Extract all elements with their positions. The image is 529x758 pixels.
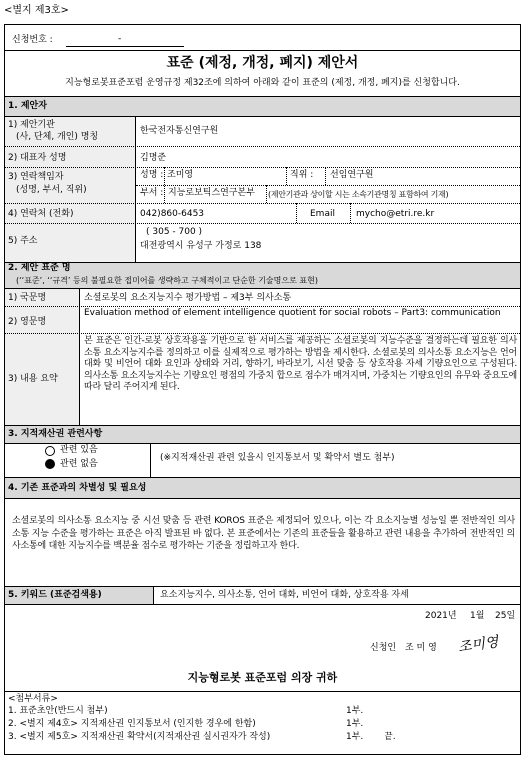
attachment-3-label: 3. <별지 제5호> 지적재산권 확약서(지적재산권 실시권자가 작성) (8, 732, 271, 742)
date-day: 25일 (495, 611, 516, 621)
position-label: 직위 : (290, 170, 314, 180)
end-mark: 끝. (384, 732, 396, 742)
section-2-title: 2. 제안 표준 명 (8, 263, 71, 273)
rep-label: 2) 대표자 성명 (8, 153, 67, 163)
section-3-title: 3. 지적재산권 관련사항 (8, 429, 103, 439)
dept-note: (제안기관과 상이할 시는 소속기관명칭 표함하여 기재) (268, 190, 449, 199)
section-4-title: 4. 기존 표준과의 차별성 및 필요성 (8, 483, 147, 493)
phone-label: 4) 연락처 (전화) (8, 209, 74, 219)
email-label: Email (310, 209, 335, 219)
addr-label: 5) 주소 (8, 236, 38, 246)
applicant-no-value: - (118, 34, 122, 44)
position-value: 선임연구원 (330, 170, 374, 180)
kor-name-value: 소셜로봇의 요소지능지수 평가방법 – 제3부 의사소통 (84, 293, 292, 303)
section-1-header (5, 96, 520, 116)
dept-value: 지능로보틱스연구본부 (168, 188, 255, 198)
phone-value: 042)860-6453 (140, 209, 205, 219)
form-tag: <별지 제3호> (4, 5, 69, 16)
attachment-2-count: 1부. (346, 719, 364, 729)
attachments-header: <첨부서류> (8, 694, 58, 704)
signer-name: 조 미 영 (405, 643, 437, 653)
addr-zip: ( 305 - 700 ) (146, 227, 203, 237)
ip-note: (※지적재산권 관련 있을시 인지통보서 및 확약서 별도 첨부) (160, 453, 395, 463)
email-value: mycho@etri.re.kr (356, 209, 435, 219)
dept-label: 부서 : (140, 188, 164, 198)
intro-text: 지능형로봇표준포럼 운영규정 제32조에 의하여 아래와 같이 표준의 (제정, 개정, 폐지)를 신청합니다. (65, 78, 460, 88)
applicant-no-underline (66, 46, 184, 47)
signature-mark: 조미영 (457, 634, 500, 656)
section-1-title: 1. 제안자 (8, 101, 47, 111)
org-label-sub: (사, 단체, 개인) 명칭 (16, 132, 99, 142)
attachment-2-label: 2. <별지 제4호> 지적재산권 인지통보서 (인지한 경우에 한함) (8, 719, 256, 729)
keywords-value: 요소지능지수, 의사소통, 언어 대화, 비언어 대화, 상호작용 자세 (160, 590, 409, 600)
eng-name-value: Evaluation method of element intelligence quotient for social robots – Part3: communication (84, 308, 501, 318)
section-4-body: 소셜로봇의 의사소통 요소지능 중 시선 맞춤 등 관련 KOROS 표준은 제정되어 있으나, 이는 각 요소지능별 성능일 뿐 전반적인 의사소통 지능 수준을 평가하는 표준은 아직 발표된 바 없다. 본 표준에서는 기존의 표준들을 활용하고 관련 내용을 추가하여 전반적인 의사소통에 대한 지능지수를 백분율 점수로 평가하는 기준을 정립하고자 한다. (12, 516, 515, 551)
signer-label: 신청인 (370, 643, 397, 653)
org-value: 한국전자통신연구원 (140, 126, 219, 136)
name-label: 성명 : (140, 170, 164, 180)
section-2-note: (‘‘표준’, ‘‘규격’ 등의 불필요한 접미어를 생략하고 구체적이고 단순한 기술명으로 표현) (16, 276, 318, 285)
date-year: 2021년 (425, 611, 457, 621)
kor-name-label: 1) 국문명 (8, 293, 47, 303)
org-label: 1) 제안기관 (8, 120, 55, 130)
attachment-1-label: 1. 표준초안(반드시 첨부) (8, 706, 108, 716)
opt-related-no: 관련 없음 (60, 459, 98, 469)
radio-related-yes[interactable] (45, 446, 55, 456)
applicant-no-label: 신청번호 : (12, 35, 53, 45)
addr-value: 대전광역시 유성구 가정로 138 (140, 241, 262, 251)
radio-related-no[interactable] (45, 459, 55, 469)
name-value: 조미영 (167, 170, 194, 180)
form-title: 표준 (제정, 개정, 폐지) 제안서 (166, 55, 359, 71)
opt-related-yes: 관련 있음 (60, 445, 98, 455)
summary-label: 3) 내용 요약 (8, 374, 58, 384)
contact-label-sub: (성명, 부서, 직위) (16, 185, 87, 195)
rep-value: 김명준 (140, 153, 167, 163)
eng-name-label: 2) 영문명 (8, 317, 47, 327)
contact-label: 3) 연락책임자 (8, 172, 64, 182)
date-month: 1월 (470, 611, 485, 621)
section-5-title: 5. 키워드 (표준검색용) (8, 590, 102, 600)
attachment-1-count: 1부. (346, 706, 364, 716)
attachment-3-count: 1부. (346, 732, 364, 742)
summary-value: 본 표준은 인간-로봇 상호작용을 기반으로 한 서비스를 제공하는 소셜로봇의 지능수준을 결정하는데 필요한 의사소통 요소지능지수를 정의하고 이를 실제적으로 평가하는 방법을 제시한다. 소셜로봇의 의사소통 요소지능은 언어 대화 및 비언어 대화 요인과 상태와 거리, 향하기, 바라보기, 시선 맞춤 등 상호작용 자세 기량요인으로 구성된다. 의사소통 요소지능지수는 기량요인 평점의 가중치 합으로 점수가 매겨지며, 가중치는 기량요인의 유무와 중요도에 따라 달리 주어지게 된다. (84, 336, 517, 392)
recipient: 지능형로봇 표준포럼 의장 귀하 (187, 671, 338, 684)
